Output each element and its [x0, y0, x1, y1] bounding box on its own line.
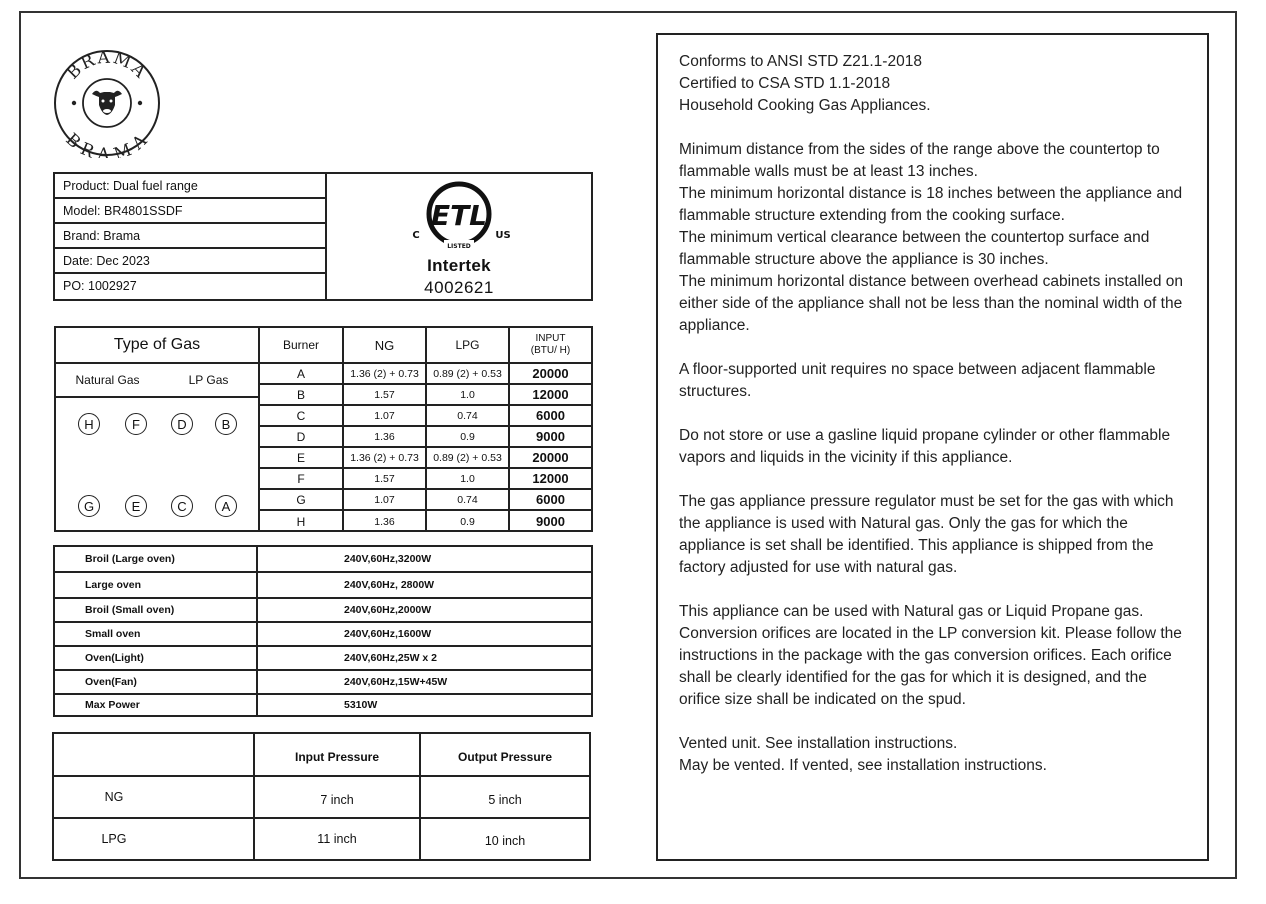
gas-table-cell-ng: 1.57 — [344, 385, 427, 406]
gas-table-cell-input: 12000 — [510, 385, 591, 406]
burner-circle: A — [215, 495, 237, 517]
burner-circle: D — [171, 413, 193, 435]
gas-table-cell-input: 6000 — [510, 490, 591, 511]
burner-circle: E — [125, 495, 147, 517]
gas-table-cell-ng: 1.07 — [344, 406, 427, 427]
burner-layout — [56, 398, 260, 530]
electrical-item-name: Max Power — [85, 699, 140, 711]
electrical-row — [55, 547, 591, 573]
output-pressure-header: Output Pressure — [457, 749, 553, 764]
electrical-ratings-table — [53, 545, 593, 717]
note-paragraph: This appliance can be used with Natural gas or Liquid Propane gas. Conversion orifices are located in the LP conversion kit. Please follow the instructions in the package with the gas conversion orifices. Each orifice shall be clearly identified for the gas for which it is designed, and the orifice size shall be indicated on the spud. — [679, 603, 1182, 708]
burner-header: Burner — [260, 328, 344, 364]
gas-table-cell-ng: 1.36 — [344, 427, 427, 448]
gas-table-cell-lpg: 0.74 — [427, 490, 510, 511]
gas-table-cell-ng: 1.57 — [344, 469, 427, 490]
date-row: Date: Dec 2023 — [55, 249, 325, 274]
certification-panel — [327, 174, 591, 299]
electrical-item-value: 240V,60Hz,3200W — [344, 553, 432, 565]
input-header — [510, 328, 591, 364]
etl-listed-mark-icon — [404, 178, 514, 258]
note-paragraph: Conforms to ANSI STD Z21.1-2018 Certified to CSA STD 1.1-2018 Household Cooking Gas Appliances. — [679, 53, 931, 114]
electrical-item-name: Small oven — [85, 628, 141, 640]
product-info-box — [53, 172, 593, 301]
cert-company: Intertek — [427, 256, 491, 275]
svg-text:ETL: ETL — [430, 199, 488, 232]
gas-table-cell-input: 12000 — [510, 469, 591, 490]
gas-table-cell-burner: G — [260, 490, 344, 511]
electrical-row — [55, 647, 591, 671]
burner-circle: B — [215, 413, 237, 435]
product-info-list — [55, 174, 327, 299]
electrical-row — [55, 573, 591, 599]
ng-header: NG — [344, 328, 427, 364]
pressure-table — [52, 732, 591, 861]
pressure-gas-ng: NG — [104, 790, 124, 804]
gas-table-cell-burner: F — [260, 469, 344, 490]
po-row: PO: 1002927 — [63, 279, 137, 293]
note-paragraph: Do not store or use a gasline liquid propane cylinder or other flammable vapors and liquids in the vicinity if this appliance. — [679, 427, 1171, 466]
electrical-item-value: 240V,60Hz,2000W — [344, 604, 432, 616]
note-paragraph: The gas appliance pressure regulator must be set for the gas with which the appliance is used with Natural gas. Only the gas for which the appliance is set shall be identified. This appliance is shipped from the factory adjusted for use with natural gas. — [679, 493, 1174, 576]
electrical-divider — [256, 547, 258, 715]
gas-type-table — [54, 326, 593, 532]
note-paragraph: Minimum distance from the sides of the range above the countertop to flammable walls must be at least 13 inches. The minimum horizontal distance is 18 inches between the appliance and flammable structure extending from the cooking surface. The minimum vertical clearance between the countertop surface and flammable structure above the appliance is 30 inches. The minimum horizontal distance between overhead cabinets installed on either side of the appliance shall not be less than the nominal width of the appliance. — [679, 141, 1184, 334]
gas-table-cell-ng: 1.36 (2) + 0.73 — [344, 364, 427, 385]
gas-table-cell-burner: E — [260, 448, 344, 469]
gas-table-cell-ng: 1.36 — [344, 511, 427, 532]
electrical-item-value: 240V,60Hz,25W x 2 — [344, 652, 438, 664]
gas-table-cell-burner: C — [260, 406, 344, 427]
brama-logo-icon — [52, 48, 162, 158]
electrical-item-value: 5310W — [344, 699, 378, 711]
gas-table-cell-lpg: 0.9 — [427, 427, 510, 448]
ng-output-pressure: 5 inch — [488, 793, 522, 807]
model-row: Model: BR4801SSDF — [55, 199, 325, 224]
pressure-gas-lpg: LPG — [101, 832, 127, 846]
gas-table-cell-input: 20000 — [510, 448, 591, 469]
gas-table-cell-input: 9000 — [536, 514, 565, 529]
gas-table-cell-lpg: 0.9 — [427, 511, 510, 532]
gas-table-cell-ng: 1.07 — [344, 490, 427, 511]
gas-table-cell-burner: A — [260, 364, 344, 385]
electrical-item-name: Oven(Light) — [85, 652, 144, 664]
input-header-unit: (BTU/ H) — [530, 345, 571, 356]
gas-table-cell-lpg: 1.0 — [427, 385, 510, 406]
gas-table-cell-burner: D — [260, 427, 344, 448]
gas-table-cell-burner: H — [260, 511, 344, 532]
product-row: Product: Dual fuel range — [55, 174, 325, 199]
lpg-header: LPG — [427, 328, 510, 364]
note-paragraph: Vented unit. See installation instructions. May be vented. If vented, see installation instructions. — [679, 735, 1047, 774]
electrical-item-name: Oven(Fan) — [85, 676, 137, 688]
svg-text:BRAMA: BRAMA — [61, 129, 153, 158]
burner-circle: C — [171, 495, 193, 517]
lpg-output-pressure: 10 inch — [484, 834, 526, 848]
gas-table-cell-lpg: 0.89 (2) + 0.53 — [427, 364, 510, 385]
cert-number: 4002621 — [424, 278, 494, 297]
electrical-item-value: 240V,60Hz,1600W — [344, 628, 432, 640]
gas-table-cell-ng: 1.36 (2) + 0.73 — [344, 448, 427, 469]
input-pressure-header: Input Pressure — [294, 749, 380, 764]
electrical-item-name: Broil (Large oven) — [85, 553, 175, 565]
gas-table-cell-lpg: 0.89 (2) + 0.53 — [427, 448, 510, 469]
burner-circle: H — [78, 413, 100, 435]
gas-table-cell-burner: B — [260, 385, 344, 406]
gas-table-cell-lpg: 1.0 — [427, 469, 510, 490]
burner-circle: G — [78, 495, 100, 517]
electrical-row — [55, 671, 591, 695]
brand-row: Brand: Brama — [55, 224, 325, 249]
burner-circle: F — [125, 413, 147, 435]
ng-input-pressure: 7 inch — [320, 793, 354, 807]
note-paragraph: A floor-supported unit requires no space between adjacent flammable structures. — [679, 361, 1156, 400]
svg-text:US: US — [495, 230, 511, 241]
compliance-notes-panel — [656, 33, 1209, 861]
svg-text:C: C — [412, 230, 420, 241]
input-header-label: INPUT — [535, 333, 566, 344]
gas-table-cell-lpg: 0.74 — [427, 406, 510, 427]
electrical-row — [55, 623, 591, 647]
electrical-row — [55, 695, 591, 715]
svg-text:BRAMA: BRAMA — [62, 48, 152, 84]
lpg-input-pressure: 11 inch — [317, 832, 357, 846]
natural-gas-label: Natural Gas — [56, 364, 159, 398]
electrical-row — [55, 599, 591, 623]
brama-logo — [52, 48, 162, 158]
gas-table-cell-input: 6000 — [510, 406, 591, 427]
gas-table-cell-input: 20000 — [510, 364, 591, 385]
lp-gas-label: LP Gas — [159, 364, 260, 398]
electrical-item-value: 240V,60Hz, 2800W — [344, 579, 435, 591]
gas-table-cell-input: 9000 — [510, 427, 591, 448]
electrical-item-name: Large oven — [85, 579, 142, 591]
electrical-item-name: Broil (Small oven) — [85, 604, 175, 616]
svg-text:LISTED: LISTED — [447, 243, 471, 250]
gas-type-title: Type of Gas — [56, 328, 260, 364]
electrical-item-value: 240V,60Hz,15W+45W — [344, 676, 448, 688]
